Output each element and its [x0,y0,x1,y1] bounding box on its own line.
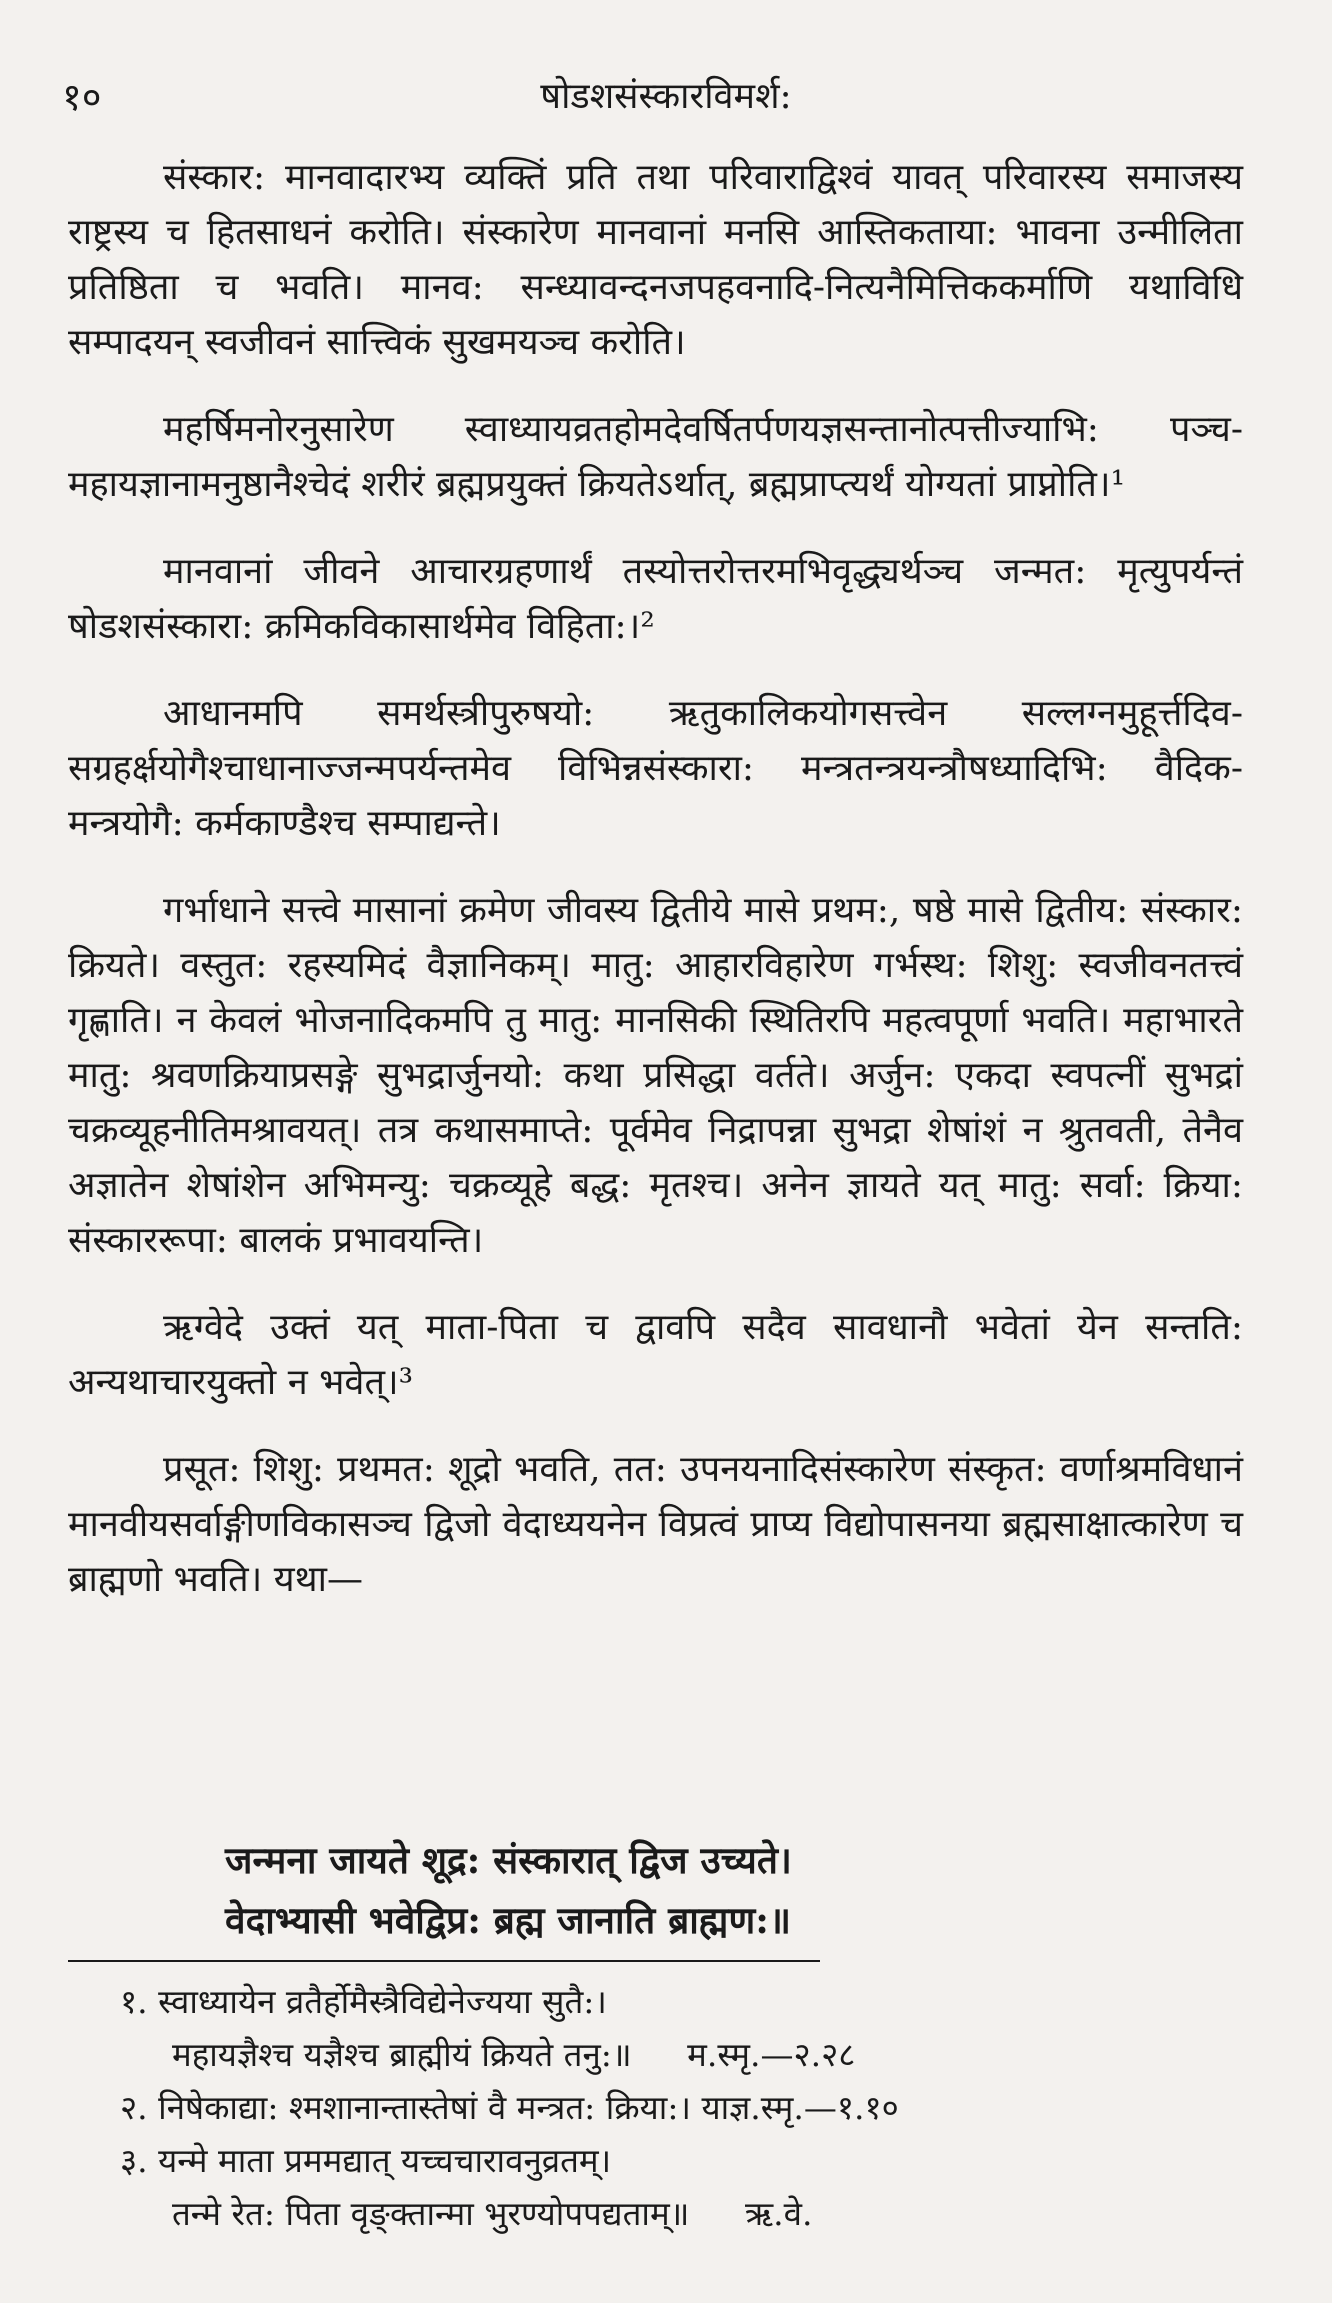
footnote-reference: याज्ञ.स्मृ.—१.१० [701,2088,899,2127]
footnote-reference: ऋ.वे. [744,2194,813,2233]
footnote-text: महायज्ञैश्च यज्ञैश्च ब्राह्मीयं क्रियते तनु:॥ [172,2035,632,2074]
paragraph: मानवानां जीवने आचारग्रहणार्थं तस्योत्तरोत्तरमभिवृद्ध्यर्थञ्च जन्मत: मृत्युपर्यन्तं षोडशसंस्कारा: क्रमिकविकासार्थमेव विहिता:।² [68,551,1243,647]
page-header [0,70,1332,130]
paragraph: ऋग्वेदे उक्तं यत् माता-पिता च द्वावपि सदैव सावधानौ भवेतां येन सन्तति: अन्यथाचारयुक्तो न भवेत्।³ [68,1307,1243,1403]
footnote-number: २. [120,2088,148,2127]
footnote-text: स्वाध्यायेन व्रतैर्होमैस्त्रैविद्येनेज्यया सुतै:। [158,1982,607,2021]
body-text [68,150,1243,1639]
verse-quote [225,1830,792,1950]
footnote-text: निषेकाद्या: श्मशानान्तास्तेषां वै मन्त्रत: क्रिया:। [158,2088,691,2127]
footnote-text: यन्मे माता प्रममद्यात् यच्चचारावनुव्रतम्। [158,2141,612,2180]
footnote-text: तन्मे रेत: पिता वृङ्क्तान्मा भुरण्योपपद्यताम्॥ [172,2194,690,2233]
footnote-3-continuation [120,2187,1270,2240]
footnote-number: १. [120,1982,148,2021]
verse-line: जन्मना जायते शूद्र: संस्कारात् द्विज उच्यते। [225,1838,792,1882]
footnote-reference: म.स्मृ.—२.२८ [687,2035,856,2074]
footnote-1 [120,1975,1270,2028]
footnote-divider [68,1960,820,1962]
paragraph: महर्षिमनोरनुसारेण स्वाध्यायव्रतहोमदेवर्षितर्पणयज्ञसन्तानोत्पत्तीज्याभि: पञ्च-महायज्ञानामनुष्ठानैश्चेदं शरीरं ब्रह्मप्रयुक्तं क्रियतेऽर्थात्, ब्रह्मप्राप्त्यर्थं योग्यतां प्राप्नोति।¹ [68,409,1243,505]
paragraph: प्रसूत: शिशु: प्रथमत: शूद्रो भवति, तत: उपनयनादिसंस्कारेण संस्कृत: वर्णाश्रमविधानं मानवीयसर्वाङ्गीणविकासञ्च द्विजो वेदाध्ययनेन विप्रत्वं प्राप्य विद्योपासनया ब्रह्मसाक्षात्कारेण च ब्राह्मणो भवति। यथा— [68,1449,1243,1600]
paragraph: गर्भाधाने सत्त्वे मासानां क्रमेण जीवस्य द्वितीये मासे प्रथम:, षष्ठे मासे द्वितीय: संस्कार: क्रियते। वस्तुत: रहस्यमिदं वैज्ञानिकम्। मातु: आहारविहारेण गर्भस्थ: शिशु: स्वजीवनतत्त्वं गृह्णाति। न केवलं भोजनादिकमपि तु मातु: मानसिकी स्थितिरपि महत्वपूर्णा भवति। महाभारते मातु: श्रवणक्रियाप्रसङ्गे सुभद्रार्जुनयो: कथा प्रसिद्धा वर्तते। अर्जुन: एकदा स्वपत्नीं सुभद्रां चक्रव्यूहनीतिमश्रावयत्। तत्र कथासमाप्ते: पूर्वमेव निद्रापन्ना सुभद्रा शेषांशं न श्रुतवती, तेनैव अज्ञातेन शेषांशेन अभिमन्यु: चक्रव्यूहे बद्ध: मृतश्च। अनेन ज्ञायते यत् मातु: सर्वा: क्रिया: संस्काररूपा: बालकं प्रभावयन्ति। [68,890,1243,1261]
verse-line: वेदाभ्यासी भवेद्विप्र: ब्रह्म जानाति ब्राह्मण:॥ [225,1898,792,1942]
footnotes [120,1975,1270,2240]
page-number: १० [62,75,102,119]
paragraph: आधानमपि समर्थस्त्रीपुरुषयो: ऋतुकालिकयोगसत्त्वेन सल्लग्नमुहूर्त्तदिव-सग्रहर्क्षयोगैश्चाधानाज्जन्मपर्यन्तमेव विभिन्नसंस्कारा: मन्त्रतन्त्रयन्त्रौषध्यादिभि: वैदिक-मन्त्रयोगै: कर्मकाण्डैश्च सम्पाद्यन्ते। [68,693,1243,844]
running-title: षोडशसंस्कारविमर्श: [540,76,792,117]
footnote-3 [120,2134,1270,2187]
paragraph: संस्कार: मानवादारभ्य व्यक्तिं प्रति तथा परिवाराद्विश्वं यावत् परिवारस्य समाजस्य राष्ट्रस्य च हितसाधनं करोति। संस्कारेण मानवानां मनसि आस्तिकताया: भावना उन्मीलिता प्रतिष्ठिता च भवति। मानव: सन्ध्यावन्दनजपहवनादि-नित्यनैमित्तिककर्माणि यथाविधि सम्पादयन् स्वजीवनं सात्त्विकं सुखमयञ्च करोति। [68,157,1243,363]
footnote-number: ३. [120,2141,148,2180]
footnote-1-continuation [120,2028,1270,2081]
footnote-2 [120,2081,1270,2134]
